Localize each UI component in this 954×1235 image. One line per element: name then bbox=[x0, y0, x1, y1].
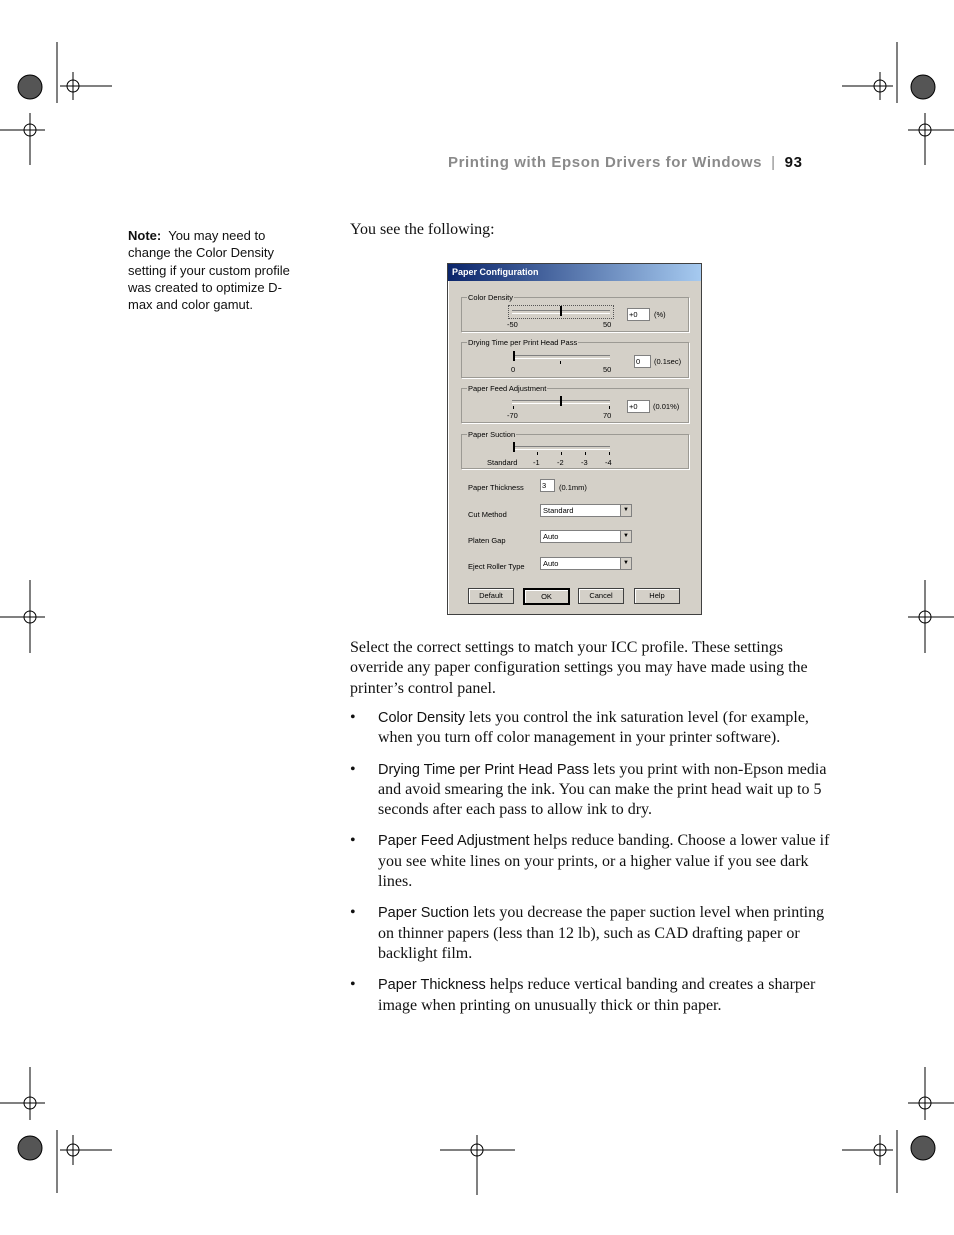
dialog-title: Paper Configuration bbox=[448, 264, 701, 281]
paper-feed-max: 70 bbox=[603, 411, 612, 420]
color-density-max: 50 bbox=[603, 320, 612, 329]
platen-gap-value: Auto bbox=[543, 532, 559, 541]
paper-suction-group bbox=[461, 430, 689, 469]
slider-tick bbox=[585, 452, 586, 455]
paper-suction-tick-label: -2 bbox=[557, 458, 564, 467]
paper-feed-group bbox=[461, 384, 689, 423]
side-note bbox=[128, 227, 300, 313]
list-item bbox=[350, 760, 830, 821]
paper-feed-slider-thumb[interactable] bbox=[560, 396, 562, 406]
drying-time-input[interactable]: 0 bbox=[634, 355, 651, 368]
intro-text: You see the following: bbox=[350, 221, 495, 238]
bullet-text: lets you control the ink saturation level (for example, when you turn off color management in your printer software). bbox=[378, 709, 809, 747]
bullet-icon: • bbox=[350, 904, 356, 922]
platen-gap-label: Platen Gap bbox=[468, 536, 506, 545]
drying-time-slider-track[interactable] bbox=[513, 355, 610, 359]
color-density-slider-thumb[interactable] bbox=[560, 306, 562, 316]
paper-suction-slider-thumb[interactable] bbox=[513, 442, 515, 452]
ok-button[interactable]: OK bbox=[523, 588, 570, 605]
header-title: Printing with Epson Drivers for Windows bbox=[448, 154, 763, 171]
slider-tick bbox=[609, 452, 610, 455]
cancel-button[interactable]: Cancel bbox=[578, 588, 624, 604]
chevron-down-icon[interactable]: ▼ bbox=[620, 531, 631, 542]
paper-suction-label: Paper Suction bbox=[468, 430, 516, 439]
page-number: 93 bbox=[784, 154, 803, 171]
drying-time-min: 0 bbox=[511, 365, 516, 374]
drying-time-label: Drying Time per Print Head Pass bbox=[468, 338, 578, 347]
chevron-down-icon[interactable]: ▼ bbox=[620, 558, 631, 569]
platen-gap-select[interactable] bbox=[540, 530, 632, 543]
paper-thickness-input[interactable]: 3 bbox=[540, 479, 555, 492]
slider-tick bbox=[561, 452, 562, 455]
eject-roller-value: Auto bbox=[543, 559, 559, 568]
cut-method-label: Cut Method bbox=[468, 510, 507, 519]
paper-suction-tick-label: -1 bbox=[533, 458, 540, 467]
paper-suction-tick-label: -3 bbox=[581, 458, 588, 467]
bullet-text: lets you decrease the paper suction level when printing on thinner papers (less than 12 lb), such as CAD drafting paper or backlight film. bbox=[378, 904, 825, 962]
slider-tick bbox=[537, 452, 538, 455]
slider-tick bbox=[513, 406, 514, 409]
paper-suction-tick-label: Standard bbox=[487, 458, 518, 467]
color-density-group bbox=[461, 293, 689, 332]
paper-suction-tick-label: -4 bbox=[605, 458, 612, 467]
bullet-term: Drying Time per Print Head Pass bbox=[378, 761, 590, 778]
bullet-term: Paper Feed Adjustment bbox=[378, 833, 530, 850]
paper-feed-min: -70 bbox=[507, 411, 518, 420]
bullet-icon: • bbox=[350, 832, 356, 850]
bullet-icon: • bbox=[350, 709, 356, 726]
bullet-term: Color Density bbox=[378, 710, 466, 726]
body-paragraph: Select the correct settings to match your ICC profile. These settings override any paper configuration settings you may have made using the printer’s control panel. bbox=[350, 639, 808, 697]
help-button[interactable]: Help bbox=[634, 588, 680, 604]
eject-roller-label: Eject Roller Type bbox=[468, 562, 525, 571]
bullet-term: Paper Thickness bbox=[378, 977, 486, 994]
slider-tick bbox=[609, 406, 610, 409]
paper-thickness-unit: (0.1mm) bbox=[559, 483, 587, 492]
paper-feed-label: Paper Feed Adjustment bbox=[468, 384, 547, 393]
header-separator: | bbox=[771, 154, 776, 171]
drying-time-max: 50 bbox=[603, 365, 612, 374]
eject-roller-select[interactable] bbox=[540, 557, 632, 570]
color-density-label: Color Density bbox=[468, 293, 514, 302]
bullet-icon: • bbox=[350, 976, 356, 994]
drying-time-group bbox=[461, 338, 689, 378]
paper-configuration-dialog bbox=[447, 263, 702, 615]
list-item bbox=[350, 975, 830, 1016]
paper-thickness-label: Paper Thickness bbox=[468, 483, 524, 492]
list-item bbox=[350, 903, 830, 964]
paper-feed-input[interactable]: +0 bbox=[627, 400, 650, 413]
drying-time-slider-thumb[interactable] bbox=[513, 351, 515, 361]
color-density-min: -50 bbox=[507, 320, 518, 329]
color-density-input[interactable]: +0 bbox=[627, 308, 650, 321]
default-button[interactable]: Default bbox=[468, 588, 514, 604]
drying-time-unit: (0.1sec) bbox=[654, 357, 682, 366]
bullet-text: helps reduce vertical banding and creates a sharper image when printing on unusually thick or thin paper. bbox=[378, 976, 816, 1014]
cut-method-value: Standard bbox=[543, 506, 574, 515]
paper-feed-unit: (0.01%) bbox=[653, 402, 680, 411]
bullet-term: Paper Suction bbox=[378, 905, 470, 922]
note-text: You may need to change the Color Density setting if your custom profile was created to optimize D-max and color gamut. bbox=[128, 228, 290, 313]
bullet-icon: • bbox=[350, 760, 356, 778]
bullet-text: lets you print with non-Epson media and avoid smearing the ink. You can make the print head wait up to 5 seconds after each pass to allow ink to dry. bbox=[378, 760, 827, 819]
paper-suction-slider-track[interactable] bbox=[513, 446, 610, 450]
chevron-down-icon[interactable]: ▼ bbox=[620, 505, 631, 516]
running-header bbox=[448, 154, 803, 171]
list-item bbox=[350, 708, 830, 749]
list-item bbox=[350, 831, 830, 892]
bullet-text: helps reduce banding. Choose a lower value if you see white lines on your prints, or a higher value if you see dark lines. bbox=[378, 832, 830, 891]
slider-tick bbox=[560, 361, 561, 364]
note-label: Note: bbox=[128, 228, 162, 243]
cut-method-select[interactable] bbox=[540, 504, 632, 517]
color-density-unit: (%) bbox=[654, 310, 666, 319]
settings-bullet-list bbox=[350, 708, 830, 1027]
